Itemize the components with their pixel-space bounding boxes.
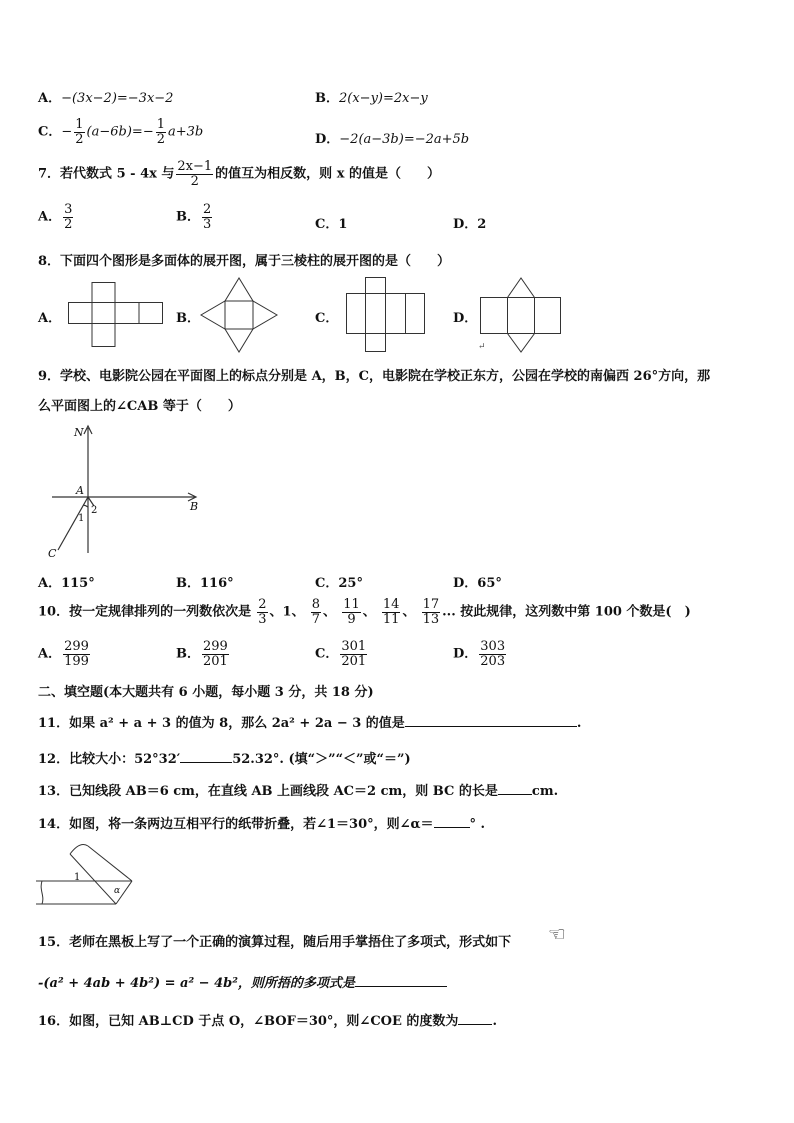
option-expression: 2(x−y)=2x−y: [339, 91, 428, 106]
answer-blank: [180, 762, 232, 763]
expr-part: −: [61, 124, 73, 140]
label-alpha: α: [114, 886, 121, 896]
option-label: A．: [38, 91, 62, 106]
fraction: $\frac{2x-1}{2}$: [177, 159, 213, 189]
question-7-stem: [38, 160, 440, 188]
label-b: B: [190, 500, 199, 513]
question-number: 7．: [38, 166, 61, 182]
label-angle-2: 2: [91, 505, 98, 516]
answer-blank: [405, 726, 577, 727]
option-label: D．: [315, 132, 340, 147]
question-14: 14．如图，将一条两边互相平行的纸带折叠，若∠1＝30°，则∠α＝ ° .: [38, 817, 486, 832]
question-9-option-b: B．116°: [176, 576, 234, 591]
option-label: C．: [38, 124, 62, 140]
q8-label-d: D．: [453, 311, 478, 326]
question-10-option-b: B． $\frac{299}{201}$: [176, 639, 228, 669]
q8-net-c: [346, 277, 426, 353]
q8-label-a: A．: [38, 311, 62, 326]
stem-text: 的值互为相反数，则 x 的值是（ ）: [215, 166, 440, 182]
fraction: $\frac{1}{2}$: [75, 117, 84, 147]
sequence-term: $\frac{14}{11}$: [382, 597, 400, 627]
question-15-line2: -(a² + 4ab + 4b²) = a² − 4b²，则所捂的多项式是: [38, 972, 447, 991]
option-label: B．: [315, 91, 339, 106]
q6-option-c: [38, 118, 203, 146]
expr-part: (a−6b)=−: [86, 124, 154, 140]
sequence-term: $\frac{11}{9}$: [343, 597, 360, 627]
answer-blank: [498, 794, 532, 795]
question-9-option-c: C．25°: [315, 576, 363, 591]
answer-blank: [355, 986, 447, 987]
question-8-stem: 8．下面四个图形是多面体的展开图，属于三棱柱的展开图的是（ ）: [38, 254, 451, 269]
question-12: 12．比较大小：52°32′ 52.32°. (填“＞”“＜”或“＝”): [38, 752, 411, 767]
q6-option-d: [315, 128, 469, 147]
q6-option-b: [315, 87, 428, 106]
question-10-option-d: D． $\frac{303}{203}$: [453, 639, 506, 669]
label-n: N: [74, 426, 84, 439]
question-13: 13．已知线段 AB＝6 cm，在直线 AB 上画线段 AC＝2 cm，则 BC 的长是 cm.: [38, 784, 559, 799]
question-7-option-d: D．2: [453, 217, 487, 232]
hand-icon: ☜: [548, 922, 566, 946]
q8-label-c: C．: [315, 311, 339, 326]
question-9-option-a: A．115°: [38, 576, 95, 591]
question-11: 11．如果 a² + a + 3 的值为 8，那么 2a² + 2a − 3 的值是 .: [38, 716, 582, 731]
question-7-option-b: B． $\frac{2}{3}$: [176, 202, 212, 232]
q8-label-b: B．: [176, 311, 200, 326]
q6-option-a: [38, 87, 173, 106]
q8-net-b: [200, 277, 300, 353]
q9-direction-figure: [40, 420, 210, 560]
section-title: 二、填空题(本大题共有 6 小题，每小题 3 分，共 18 分): [38, 685, 374, 700]
answer-blank: [434, 827, 470, 828]
question-10-option-c: C． $\frac{301}{201}$: [315, 639, 367, 669]
label-angle-1: 1: [78, 513, 85, 524]
sequence-term: 1: [282, 604, 292, 620]
sequence-term: $\frac{8}{7}$: [311, 597, 321, 627]
question-16: 16．如图，已知 AB⊥CD 于点 O，∠BOF＝30°，则∠COE 的度数为 .: [38, 1014, 497, 1029]
answer-blank: [458, 1024, 492, 1025]
option-expression: −(3x−2)=−3x−2: [61, 91, 174, 106]
sequence-term: $\frac{17}{13}$: [422, 597, 440, 627]
question-10-stem: 10．按一定规律排列的一列数依次是 $\frac{2}{3}$ 、1、 $\frac{8}{7}$ 、 $\frac{11}{9}$ 、 $\frac{14}{11}$ 、 $\frac{17}{13}$ ... 按此规律，这列数中第 100 个数是( ): [38, 597, 691, 627]
expr-part: a+3b: [168, 124, 204, 140]
label-angle-1: 1: [74, 872, 81, 883]
question-9-line1: 9．学校、电影院公园在平面图上的标点分别是 A，B，C，电影院在学校正东方，公园在学校的南偏西 26°方向，那: [38, 369, 711, 384]
question-7-option-c: C．1: [315, 217, 348, 232]
question-10-option-a: A． $\frac{299}{199}$: [38, 639, 89, 669]
option-expression: −2(a−3b)=−2a+5b: [339, 132, 470, 147]
q8-net-a: [68, 282, 164, 348]
question-7-option-a: A． $\frac{3}{2}$: [38, 202, 73, 232]
q8-net-d: [480, 277, 564, 353]
question-9-option-d: D．65°: [453, 576, 502, 591]
q14-folded-strip-figure: [36, 838, 140, 920]
sequence-term: $\frac{2}{3}$: [258, 597, 267, 627]
fraction: $\frac{1}{2}$: [156, 117, 165, 147]
label-c: C: [48, 547, 57, 560]
question-15-line1: 15．老师在黑板上写了一个正确的演算过程，随后用手掌捂住了多项式，形式如下: [38, 935, 512, 950]
stem-text: 若代数式 5 - 4x 与: [60, 166, 175, 182]
question-9-line2: 么平面图上的∠CAB 等于（ ）: [38, 399, 241, 414]
label-a: A: [76, 484, 84, 497]
paragraph-mark-icon: ↵: [478, 342, 486, 352]
